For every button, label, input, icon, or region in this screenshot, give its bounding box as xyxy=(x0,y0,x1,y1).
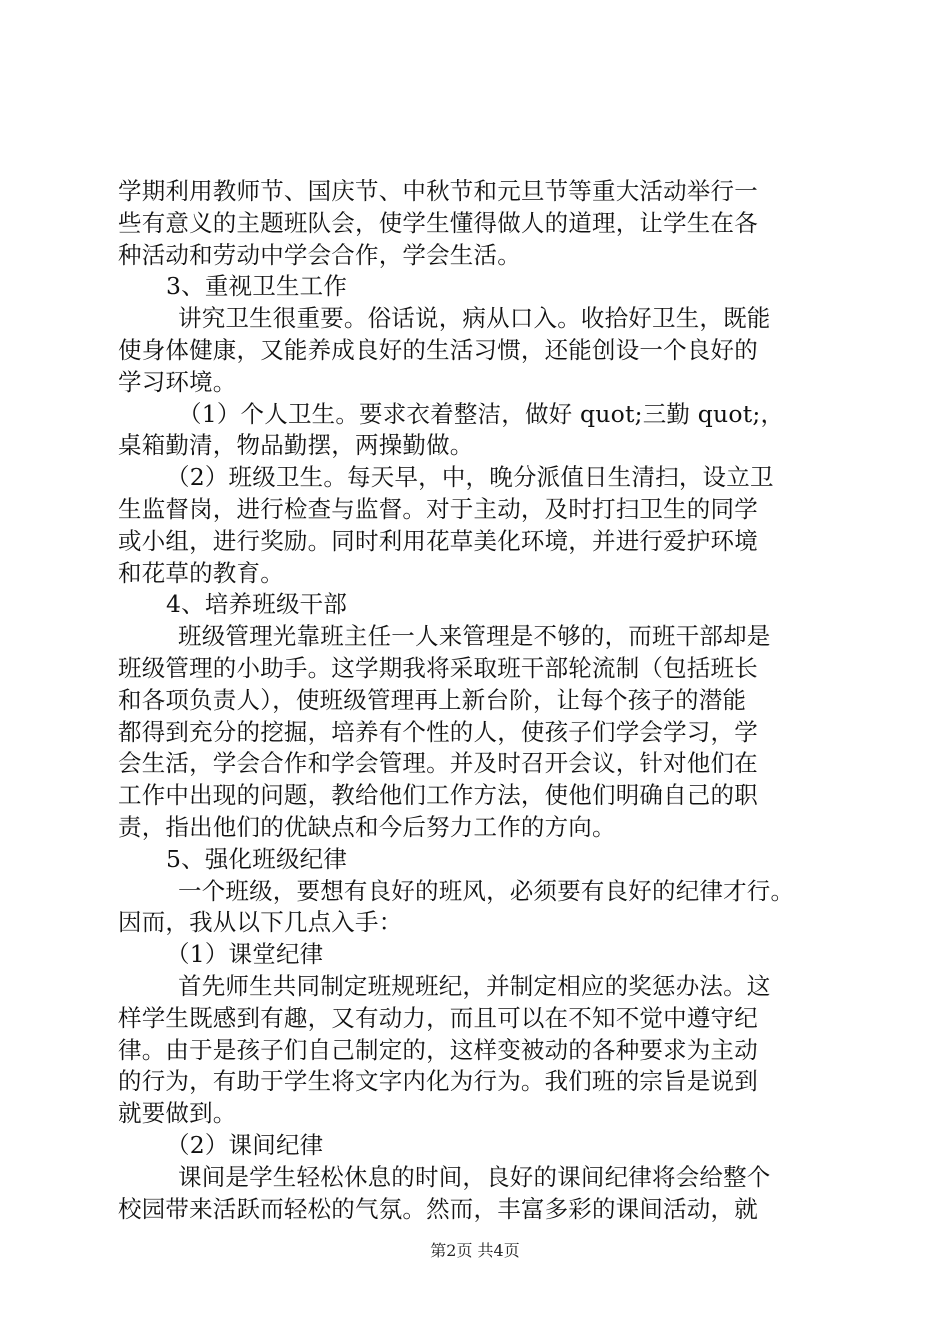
text-line: 班级管理的小助手。这学期我将采取班干部轮流制（包括班长 xyxy=(118,653,758,682)
text-line: 责，指出他们的优缺点和今后努力工作的方向。 xyxy=(118,812,616,841)
text-line: 的行为，有助于学生将文字内化为行为。我们班的宗旨是说到 xyxy=(118,1067,758,1096)
section-heading: 4、培养班级干部 xyxy=(166,590,348,619)
text-line: 和各项负责人），使班级管理再上新台阶，让每个孩子的潜能 xyxy=(118,685,747,714)
text-line: 些有意义的主题班队会，使学生懂得做人的道理，让学生在各 xyxy=(118,208,758,237)
text-line: （1）个人卫生。要求衣着整洁，做好 quot;三勤 quot;， xyxy=(178,399,785,428)
document-body xyxy=(118,176,838,1225)
text-line: 使身体健康，又能养成良好的生活习惯，还能创设一个良好的 xyxy=(118,335,758,364)
text-line: 和花草的教育。 xyxy=(118,558,284,587)
subsection-heading: （2）课间纪律 xyxy=(166,1130,324,1159)
text-line: 工作中出现的问题，教给他们工作方法，使他们明确自己的职 xyxy=(118,781,758,810)
text-line: 学期利用教师节、国庆节、中秋节和元旦节等重大活动举行一 xyxy=(118,177,758,205)
text-line: 都得到充分的挖掘，培养有个性的人，使孩子们学会学习，学 xyxy=(118,717,758,746)
section-heading: 5、强化班级纪律 xyxy=(166,844,348,873)
text-line: 样学生既感到有趣，又有动力，而且可以在不知不觉中遵守纪 xyxy=(118,1003,758,1032)
text-line: 会生活，学会合作和学会管理。并及时召开会议，针对他们在 xyxy=(118,749,758,778)
text-line: 一个班级，要想有良好的班风，必须要有良好的纪律才行。 xyxy=(178,876,795,905)
text-line: 课间是学生轻松休息的时间，良好的课间纪律将会给整个 xyxy=(178,1162,771,1191)
text-line: 首先师生共同制定班规班纪，并制定相应的奖惩办法。这 xyxy=(178,971,771,1000)
text-line: 或小组，进行奖励。同时利用花草美化环境，并进行爱护环境 xyxy=(118,526,758,555)
subsection-heading: （1）课堂纪律 xyxy=(166,940,324,969)
text-line: 学习环境。 xyxy=(118,367,237,396)
text-line: 就要做到。 xyxy=(118,1099,237,1128)
text-line: 生监督岗，进行检查与监督。对于主动，及时打扫卫生的同学 xyxy=(118,494,758,523)
text-line: 桌箱勤清，物品勤摆，两操勤做。 xyxy=(118,431,474,460)
text-line: 校园带来活跃而轻松的气氛。然而，丰富多彩的课间活动，就 xyxy=(118,1194,758,1223)
text-line: 律。由于是孩子们自己制定的，这样变被动的各种要求为主动 xyxy=(118,1035,758,1064)
text-line: 讲究卫生很重要。俗话说，病从口入。收拾好卫生，既能 xyxy=(178,304,771,333)
text-line: （2）班级卫生。每天早，中，晚分派值日生清扫，设立卫 xyxy=(166,463,774,492)
text-line: 班级管理光靠班主任一人来管理是不够的，而班干部却是 xyxy=(178,622,771,651)
section-heading: 3、重视卫生工作 xyxy=(166,272,348,301)
text-line: 种活动和劳动中学会合作，学会生活。 xyxy=(118,240,521,269)
text-line: 因而，我从以下几点入手： xyxy=(118,908,403,937)
page-number-footer: 第2页 共4页 xyxy=(430,1241,520,1260)
